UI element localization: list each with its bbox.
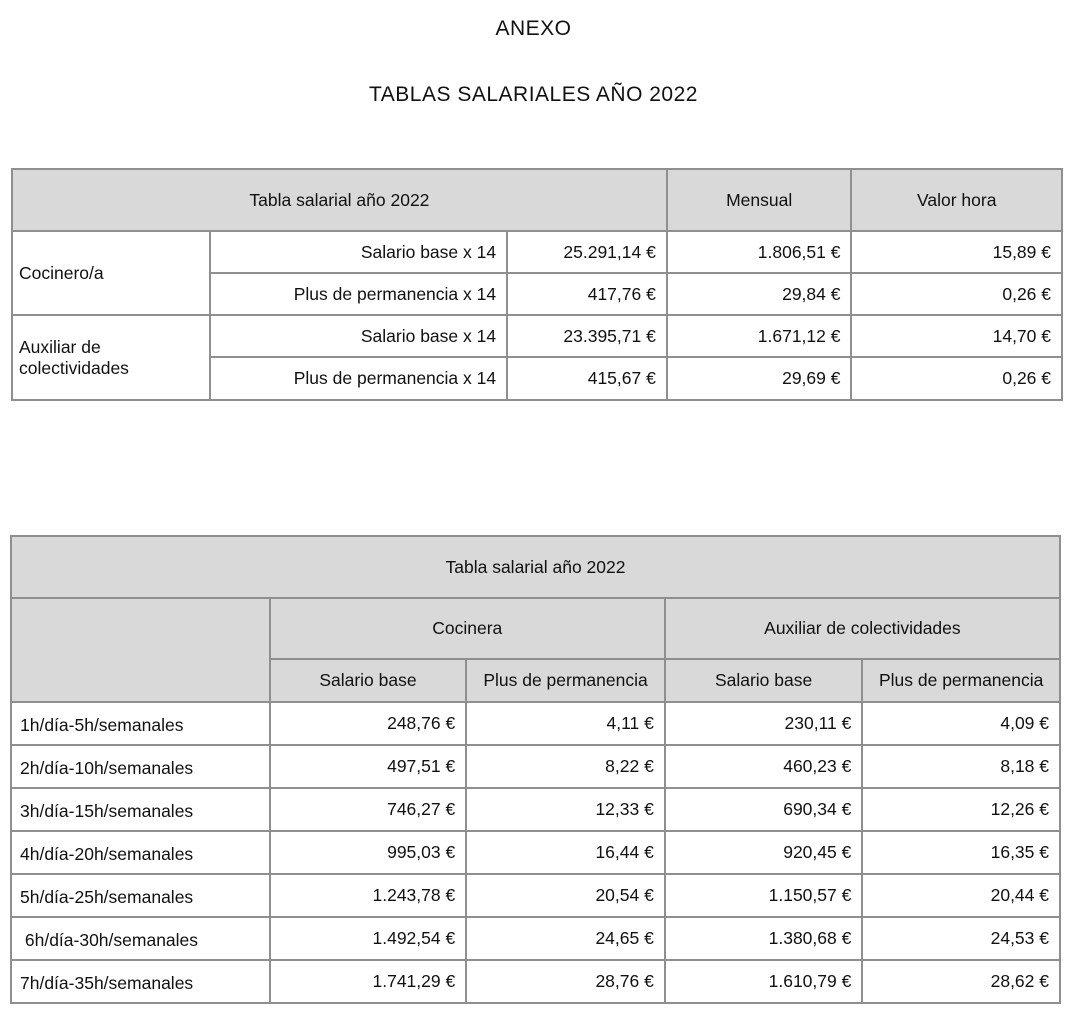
table2-title-row (11, 536, 1060, 598)
value-cell: 1.610,79 € (665, 960, 863, 1003)
annual-cell: 415,67 € (507, 357, 667, 400)
value-cell: 460,23 € (665, 745, 863, 788)
monthly-cell: 1.671,12 € (667, 315, 852, 357)
annual-cell: 23.395,71 € (507, 315, 667, 357)
group-label-auxiliar: Auxiliar de colectividades (12, 315, 210, 400)
value-cell: 230,11 € (665, 702, 863, 745)
value-cell: 8,18 € (862, 745, 1060, 788)
hourly-cell: 0,26 € (851, 357, 1062, 400)
value-cell: 746,27 € (270, 788, 467, 831)
value-cell: 12,26 € (862, 788, 1060, 831)
hourly-cell: 14,70 € (851, 315, 1062, 357)
table-row (11, 831, 1060, 874)
value-cell: 12,33 € (466, 788, 665, 831)
concept-cell: Salario base x 14 (210, 231, 507, 273)
row-label: 3h/día-15h/semanales (11, 788, 270, 831)
table1-header-row (12, 169, 1062, 231)
table2-empty-corner (11, 598, 270, 702)
value-cell: 16,35 € (862, 831, 1060, 874)
monthly-cell: 1.806,51 € (667, 231, 852, 273)
concept-cell: Salario base x 14 (210, 315, 507, 357)
value-cell: 1.492,54 € (270, 917, 467, 960)
value-cell: 1.243,78 € (270, 874, 467, 917)
subheader-plus-permanencia: Plus de permanencia (862, 659, 1060, 702)
concept-cell: Plus de permanencia x 14 (210, 357, 507, 400)
row-label: 2h/día-10h/semanales (11, 745, 270, 788)
table-row (11, 788, 1060, 831)
table-row (11, 874, 1060, 917)
row-label: 4h/día-20h/semanales (11, 831, 270, 874)
table1-mensual-header: Mensual (667, 169, 852, 231)
group-label-cocinero: Cocinero/a (12, 231, 210, 315)
value-cell: 24,53 € (862, 917, 1060, 960)
value-cell: 20,44 € (862, 874, 1060, 917)
table-row (12, 231, 1062, 273)
value-cell: 28,76 € (466, 960, 665, 1003)
value-cell: 4,11 € (466, 702, 665, 745)
table-row (11, 702, 1060, 745)
table-row (11, 960, 1060, 1003)
row-label: 6h/día-30h/semanales (11, 917, 270, 960)
value-cell: 1.741,29 € (270, 960, 467, 1003)
value-cell: 1.150,57 € (665, 874, 863, 917)
value-cell: 497,51 € (270, 745, 467, 788)
table1-valor-hora-header: Valor hora (851, 169, 1062, 231)
value-cell: 16,44 € (466, 831, 665, 874)
document-subheading: TABLAS SALARIALES AÑO 2022 (369, 83, 698, 106)
table-row (12, 315, 1062, 357)
value-cell: 690,34 € (665, 788, 863, 831)
value-cell: 20,54 € (466, 874, 665, 917)
table1-title-header: Tabla salarial año 2022 (12, 169, 667, 231)
value-cell: 4,09 € (862, 702, 1060, 745)
annual-cell: 417,76 € (507, 273, 667, 315)
salary-table-annual (11, 168, 1063, 401)
monthly-cell: 29,69 € (667, 357, 852, 400)
subheader-salario-base: Salario base (270, 659, 467, 702)
table-row (11, 917, 1060, 960)
value-cell: 995,03 € (270, 831, 467, 874)
salary-table-hourly-schedule (10, 535, 1061, 1004)
value-cell: 8,22 € (466, 745, 665, 788)
subheader-plus-permanencia: Plus de permanencia (466, 659, 665, 702)
row-label: 7h/día-35h/semanales (11, 960, 270, 1003)
row-label: 1h/día-5h/semanales (11, 702, 270, 745)
table2-group-header-row (11, 598, 1060, 659)
concept-cell: Plus de permanencia x 14 (210, 273, 507, 315)
value-cell: 24,65 € (466, 917, 665, 960)
value-cell: 920,45 € (665, 831, 863, 874)
value-cell: 248,76 € (270, 702, 467, 745)
table-row (11, 745, 1060, 788)
row-label: 5h/día-25h/semanales (11, 874, 270, 917)
monthly-cell: 29,84 € (667, 273, 852, 315)
subheader-salario-base: Salario base (665, 659, 863, 702)
group-header-cocinera: Cocinera (270, 598, 665, 659)
table2-title-header: Tabla salarial año 2022 (11, 536, 1060, 598)
document-heading: ANEXO (495, 17, 572, 40)
annual-cell: 25.291,14 € (507, 231, 667, 273)
group-header-auxiliar: Auxiliar de colectividades (665, 598, 1060, 659)
value-cell: 1.380,68 € (665, 917, 863, 960)
hourly-cell: 0,26 € (851, 273, 1062, 315)
hourly-cell: 15,89 € (851, 231, 1062, 273)
value-cell: 28,62 € (862, 960, 1060, 1003)
